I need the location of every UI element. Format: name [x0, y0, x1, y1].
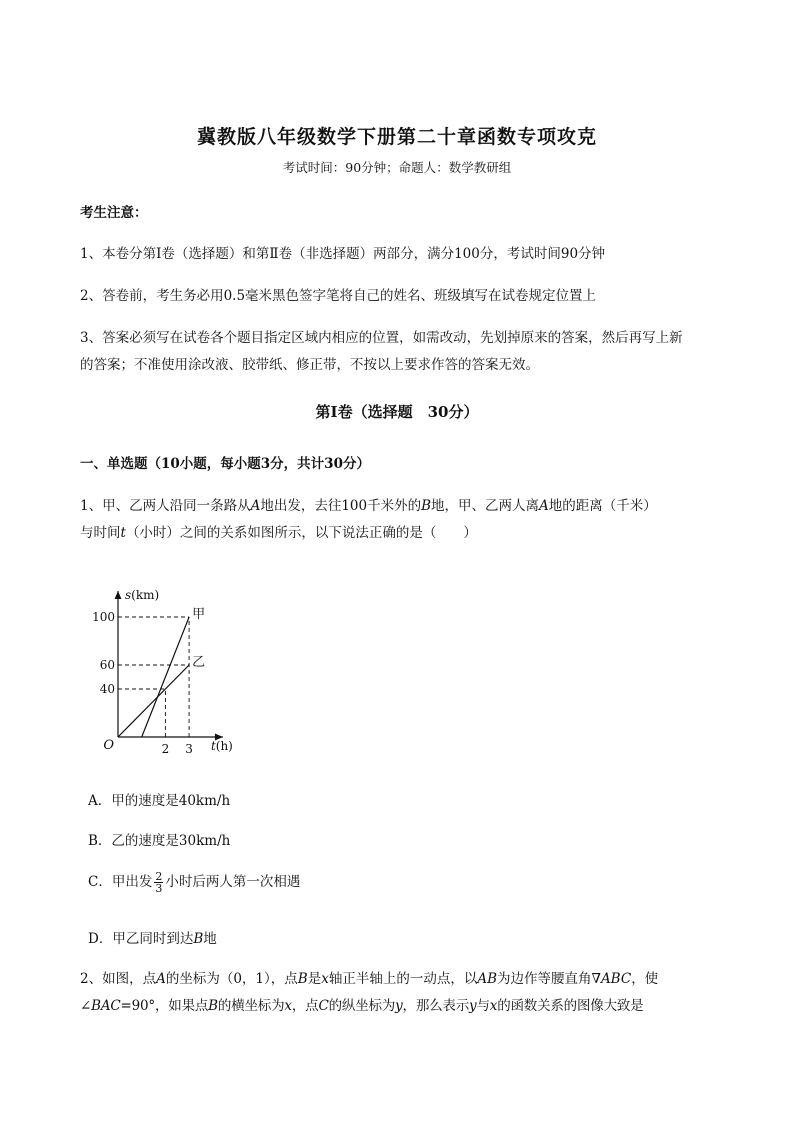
- q2-var: C: [318, 998, 329, 1014]
- option-text: 地: [203, 931, 217, 947]
- q2-var: ABC: [600, 971, 632, 987]
- graph-labels: [92, 588, 233, 756]
- x-tick-label: 3: [185, 742, 193, 756]
- q2-var: x: [321, 971, 329, 987]
- q1-text: 与时间: [80, 525, 121, 541]
- page-title: 冀教版八年级数学下册第二十章函数专项攻克: [196, 126, 597, 148]
- q2-var: y: [469, 998, 477, 1014]
- y-axis-label: s(km): [125, 588, 160, 602]
- x-axis-label: t(h): [210, 739, 233, 753]
- q2-var: AB: [477, 971, 497, 987]
- q2-stem-line-2: [80, 994, 644, 1014]
- origin-label: O: [103, 738, 114, 753]
- series-label: 乙: [192, 655, 206, 670]
- option-text: C．甲出发: [88, 874, 153, 890]
- q2-text: 轴正半轴上的一动点，以: [328, 971, 478, 987]
- q2-text: 是: [307, 971, 322, 987]
- q2-text: 为边作等腰直角∇: [497, 971, 601, 987]
- q1-option-b[interactable]: B．乙的速度是30km/h: [88, 833, 231, 849]
- q1-text: （小时）之间的关系如图所示，以下说法正确的是（ ）: [125, 525, 477, 541]
- option-text: D．甲乙同时到达: [88, 931, 194, 947]
- q2-var: y: [395, 998, 403, 1014]
- q2-text: 的坐标为（0，1），点: [165, 971, 298, 987]
- q1-text: 地，甲、乙两人离: [431, 498, 540, 514]
- q2-text: ，使: [631, 971, 659, 987]
- q1-var: A: [250, 498, 261, 514]
- option-text: 小时后两人第一次相遇: [165, 874, 301, 890]
- q2-text: ，那么表示: [402, 998, 470, 1014]
- q1-option-a[interactable]: A．甲的速度是40km/h: [88, 793, 231, 809]
- y-tick-label: 60: [99, 658, 115, 672]
- q2-text: 的横坐标为: [217, 998, 285, 1014]
- y-axis-arrow: [115, 591, 122, 599]
- q2-var: B: [208, 998, 218, 1014]
- q2-text: 与: [476, 998, 490, 1014]
- q1-option-d[interactable]: [88, 927, 217, 947]
- q2-text: 的纵坐标为: [328, 998, 396, 1014]
- q2-stem-line-1: [80, 967, 658, 987]
- q1-text: 1、甲、乙两人沿同一条路从: [80, 498, 251, 514]
- q2-var: A: [156, 971, 166, 987]
- notice-item-3-line-1: 3、答案必须写在试卷各个题目指定区域内相应的位置，如需改动，先划掉原来的答案，然后再写上新: [80, 330, 683, 346]
- fraction-denominator: 3: [155, 882, 163, 895]
- q2-text: =90°，如果点: [120, 998, 209, 1014]
- series-line: [118, 665, 189, 737]
- graph-guides: [118, 617, 189, 737]
- q2-var: x: [489, 998, 498, 1014]
- q2-var: x: [284, 998, 292, 1014]
- q2-text: ∠: [80, 998, 92, 1014]
- q2-text: 2、如图，点: [80, 971, 157, 987]
- q1-var: B: [421, 498, 432, 514]
- q2-var: BAC: [91, 998, 121, 1014]
- notice-item-1: 1、本卷分第Ⅰ卷（选择题）和第Ⅱ卷（非选择题）两部分，满分100分，考试时间90分钟: [80, 246, 606, 262]
- q1-var: t: [120, 525, 126, 541]
- q1-text: 地出发，去往100千米外的: [260, 498, 422, 514]
- q1-stem-line-1: [80, 494, 657, 514]
- notice-item-3-line-2: 的答案；不准使用涂改液、胶带纸、修正带，不按以上要求作答的答案无效。: [80, 357, 539, 373]
- part-heading: 一、单选题（10小题，每小题3分，共计30分）: [80, 456, 370, 472]
- q1-text: 地的距离（千米）: [548, 498, 657, 514]
- q1-var: A: [539, 498, 549, 514]
- graph-lines: [118, 617, 189, 737]
- q1-stem-line-2: [80, 521, 477, 541]
- fraction-numerator: 2: [155, 870, 163, 883]
- notice-heading: 考生注意：: [80, 205, 148, 221]
- q1-distance-time-graph: [92, 562, 270, 757]
- graph-axes: [115, 591, 223, 741]
- section-title: 第Ⅰ卷（选择题 30分）: [315, 403, 479, 421]
- y-tick-label: 100: [92, 610, 115, 624]
- fraction-two-thirds: [154, 871, 163, 894]
- q2-text: 的函数关系的图像大致是: [497, 998, 644, 1014]
- x-tick-label: 2: [161, 742, 170, 756]
- q1-option-c[interactable]: [88, 870, 300, 894]
- exam-info: 考试时间：90分钟；命题人：数学教研组: [282, 160, 512, 175]
- notice-item-2: 2、答卷前，考生务必用0.5毫米黑色签字笔将自己的姓名、班级填写在试卷规定位置上: [80, 288, 597, 304]
- y-tick-label: 40: [99, 682, 115, 696]
- q2-text: ，点: [291, 998, 319, 1014]
- q2-var: B: [297, 971, 308, 987]
- option-var: B: [193, 931, 204, 947]
- series-label: 甲: [192, 607, 206, 622]
